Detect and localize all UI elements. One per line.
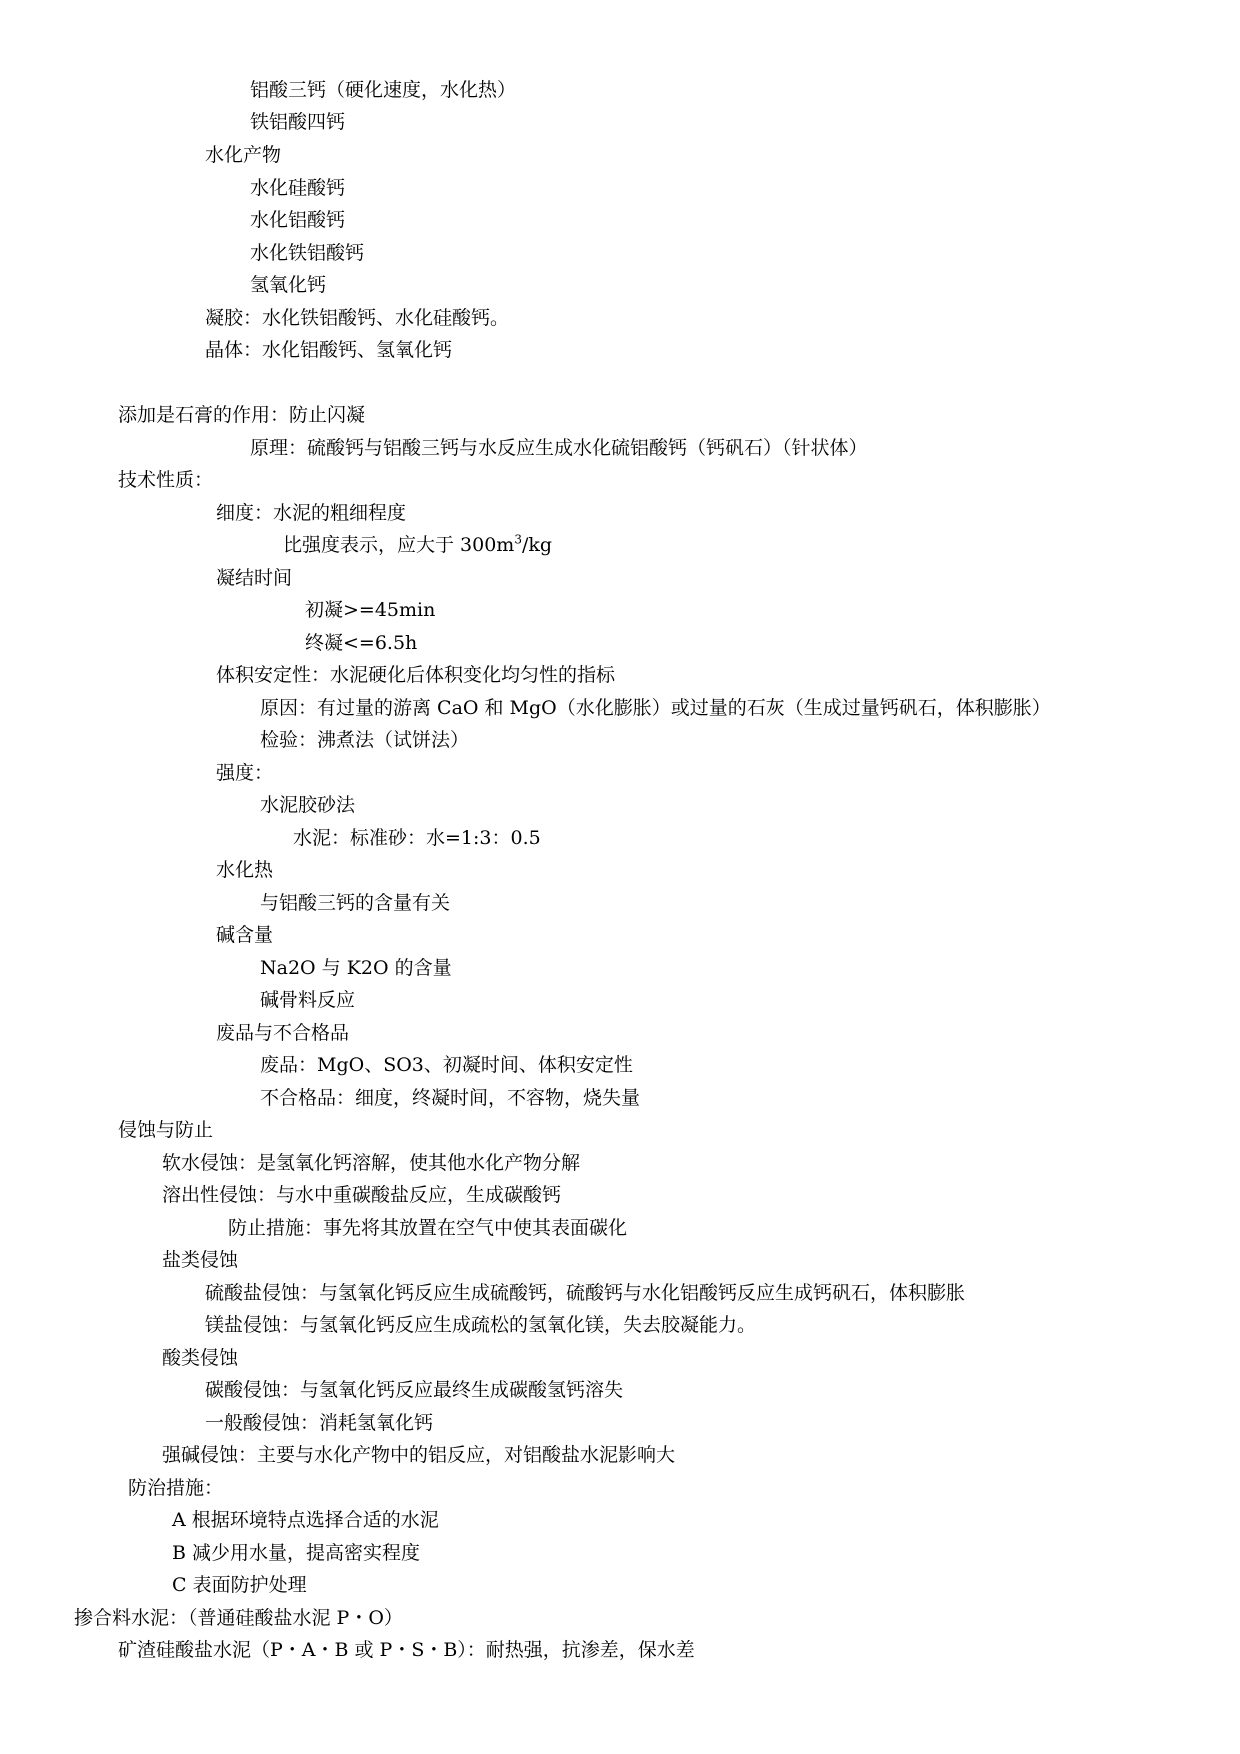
text-part: 比强度表示，应大于 300m [283, 534, 515, 556]
text-line: 水泥胶砂法 [260, 794, 356, 816]
text-line: 晶体：水化铝酸钙、氢氧化钙 [205, 339, 453, 361]
text-line: 镁盐侵蚀：与氢氧化钙反应生成疏松的氢氧化镁，失去胶凝能力。 [205, 1314, 757, 1336]
text-line: 强度： [216, 762, 274, 784]
text-line: Na2O 与 K2O 的含量 [260, 957, 452, 979]
text-line: 盐类侵蚀 [162, 1249, 239, 1271]
text-line: 软水侵蚀：是氢氧化钙溶解，使其他水化产物分解 [162, 1152, 581, 1174]
text-line: 不合格品：细度，终凝时间，不容物，烧失量 [260, 1087, 641, 1109]
text-line: 原因：有过量的游离 CaO 和 MgO（水化膨胀）或过量的石灰（生成过量钙矾石，体积膨胀） [260, 697, 1051, 719]
text-line: 碳酸侵蚀：与氢氧化钙反应最终生成碳酸氢钙溶失 [205, 1379, 624, 1401]
text-line [283, 533, 552, 557]
text-line: 细度：水泥的粗细程度 [216, 502, 407, 524]
text-line: 防止措施：事先将其放置在空气中使其表面碳化 [228, 1217, 628, 1239]
text-line: 一般酸侵蚀：消耗氢氧化钙 [205, 1412, 434, 1434]
text-line: 废品与不合格品 [216, 1022, 350, 1044]
text-line: 水化铁铝酸钙 [250, 242, 365, 264]
text-line: 体积安定性：水泥硬化后体积变化均匀性的指标 [216, 664, 616, 686]
text-line: 铝酸三钙（硬化速度，水化热） [250, 79, 517, 101]
text-line: 溶出性侵蚀：与水中重碳酸盐反应，生成碳酸钙 [162, 1184, 562, 1206]
text-part: /kg [521, 534, 553, 556]
text-line: 防治措施： [128, 1477, 224, 1499]
text-line: 凝胶：水化铁铝酸钙、水化硅酸钙。 [205, 307, 510, 329]
text-line: 水泥：标准砂：水=1:3：0.5 [293, 827, 541, 849]
text-line: 水化硅酸钙 [250, 177, 346, 199]
text-line: 硫酸盐侵蚀：与氢氧化钙反应生成硫酸钙，硫酸钙与水化铝酸钙反应生成钙矾石，体积膨胀 [205, 1282, 966, 1304]
section-heading: 技术性质： [118, 469, 214, 491]
text-line: 检验：沸煮法（试饼法） [260, 729, 470, 751]
text-line: 水化热 [216, 859, 274, 881]
superscript: 3 [514, 532, 522, 547]
section-heading: 添加是石膏的作用：防止闪凝 [118, 404, 366, 426]
list-item: A 根据环境特点选择合适的水泥 [172, 1509, 439, 1531]
text-line: 水化产物 [205, 144, 282, 166]
text-line: 铁铝酸四钙 [250, 111, 346, 133]
text-line: 水化铝酸钙 [250, 209, 346, 231]
text-line: 初凝>=45min [305, 599, 436, 621]
text-line: 废品：MgO、SO3、初凝时间、体积安定性 [260, 1054, 633, 1076]
text-line: 矿渣硅酸盐水泥（P・A・B 或 P・S・B）：耐热强，抗渗差，保水差 [118, 1639, 695, 1661]
list-item: B 减少用水量，提高密实程度 [172, 1542, 421, 1564]
text-line: 终凝<=6.5h [305, 632, 418, 654]
section-heading: 掺合料水泥：（普通硅酸盐水泥 P・O） [74, 1607, 403, 1629]
text-line: 碱骨料反应 [260, 989, 356, 1011]
section-heading: 侵蚀与防止 [118, 1119, 214, 1141]
text-line: 凝结时间 [216, 567, 293, 589]
text-line: 原理：硫酸钙与铝酸三钙与水反应生成水化硫铝酸钙（钙矾石）（针状体） [250, 437, 868, 459]
text-line: 酸类侵蚀 [162, 1347, 239, 1369]
text-line: 与铝酸三钙的含量有关 [260, 892, 451, 914]
text-line: 碱含量 [216, 924, 274, 946]
text-line: 强碱侵蚀：主要与水化产物中的铝反应，对铝酸盐水泥影响大 [162, 1444, 676, 1466]
text-line: 氢氧化钙 [250, 274, 327, 296]
list-item: C 表面防护处理 [172, 1574, 307, 1596]
